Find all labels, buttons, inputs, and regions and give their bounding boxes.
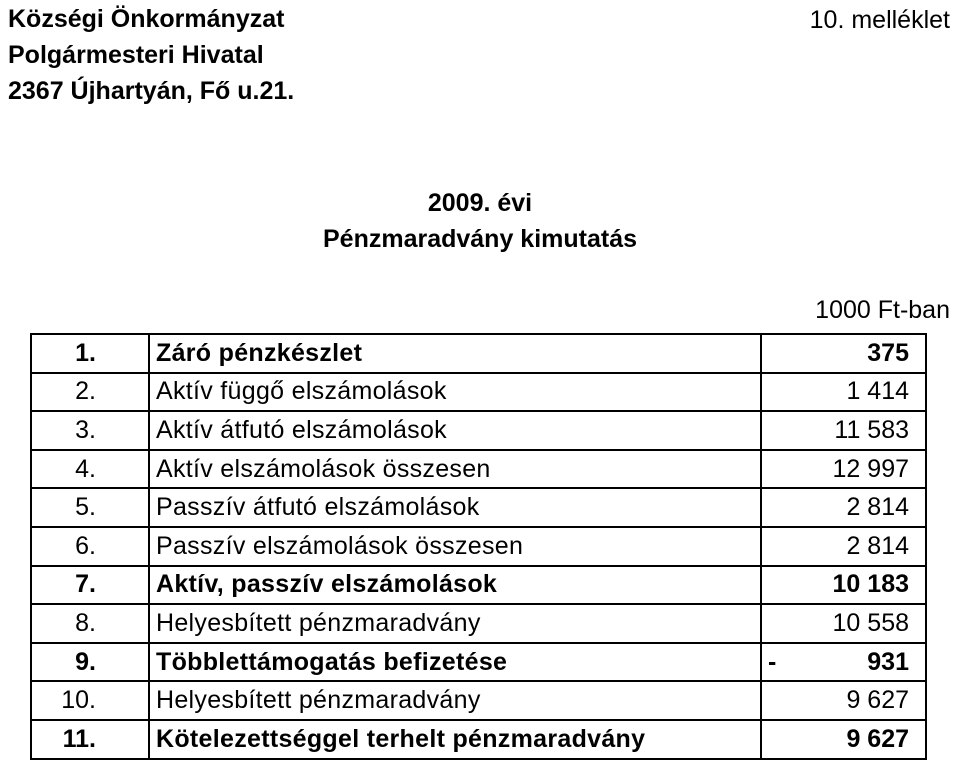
row-value-cell [761, 527, 926, 566]
row-value: 11 583 [834, 415, 909, 444]
unit-label: 1000 Ft-ban [815, 296, 950, 324]
page-title: Pénzmaradvány kimutatás [322, 225, 638, 253]
table-row [31, 411, 926, 450]
row-label: Többlettámogatás befizetése [149, 643, 761, 682]
row-value: 2 814 [846, 493, 909, 522]
row-number: 1. [31, 334, 149, 373]
row-number: 10. [31, 681, 149, 720]
table-row [31, 720, 926, 759]
row-label: Aktív elszámolások összesen [149, 450, 761, 489]
row-number: 11. [31, 720, 149, 759]
org-office: Polgármesteri Hivatal [8, 41, 264, 69]
row-value-cell [761, 604, 926, 643]
row-value-cell [761, 720, 926, 759]
row-label: Passzív elszámolások összesen [149, 527, 761, 566]
row-value: 375 [867, 338, 909, 367]
table-row [31, 527, 926, 566]
row-label: Kötelezettséggel terhelt pénzmaradvány [149, 720, 761, 759]
row-value-cell [761, 411, 926, 450]
row-label: Záró pénzkészlet [149, 334, 761, 373]
row-value-cell [761, 373, 926, 412]
row-value: 2 814 [846, 531, 909, 560]
row-value: 12 997 [832, 454, 909, 483]
org-name: Községi Önkormányzat [8, 5, 285, 33]
table-row [31, 604, 926, 643]
row-value-cell [761, 488, 926, 527]
org-address: 2367 Újhartyán, Fő u.21. [8, 77, 295, 105]
table-row [31, 681, 926, 720]
page-title-year: 2009. évi [427, 189, 533, 217]
table-row [31, 643, 926, 682]
row-label: Aktív, passzív elszámolások [149, 566, 761, 605]
table-row [31, 488, 926, 527]
row-number: 2. [31, 373, 149, 412]
row-value: 1 414 [846, 377, 909, 406]
row-value: 9 627 [846, 686, 909, 715]
row-label: Helyesbített pénzmaradvány [149, 604, 761, 643]
summary-table [30, 333, 927, 760]
row-number: 7. [31, 566, 149, 605]
table-row [31, 334, 926, 373]
row-value: 9 627 [846, 724, 909, 753]
row-value-cell [761, 450, 926, 489]
row-number: 6. [31, 527, 149, 566]
row-value: 931 [867, 647, 909, 676]
table-row [31, 566, 926, 605]
table-row [31, 450, 926, 489]
row-label: Aktív függő elszámolások [149, 373, 761, 412]
row-value-cell [761, 681, 926, 720]
row-value-cell [761, 334, 926, 373]
row-number: 4. [31, 450, 149, 489]
row-value: 10 183 [832, 570, 909, 599]
row-value: 10 558 [832, 608, 909, 637]
row-value-cell [761, 566, 926, 605]
row-label: Helyesbített pénzmaradvány [149, 681, 761, 720]
row-number: 8. [31, 604, 149, 643]
annex-label: 10. melléklet [809, 6, 950, 34]
table-row [31, 373, 926, 412]
row-number: 3. [31, 411, 149, 450]
row-number: 9. [31, 643, 149, 682]
row-number: 5. [31, 488, 149, 527]
minus-sign: - [768, 647, 777, 676]
row-label: Passzív átfutó elszámolások [149, 488, 761, 527]
row-value-cell [761, 643, 926, 682]
row-label: Aktív átfutó elszámolások [149, 411, 761, 450]
